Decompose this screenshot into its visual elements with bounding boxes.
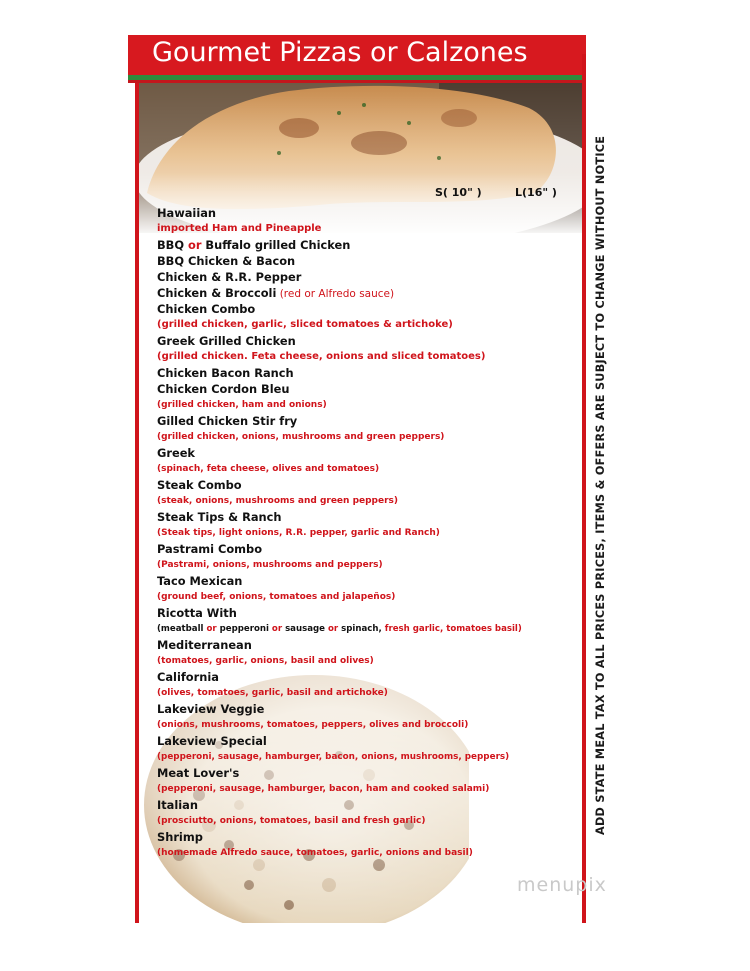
item-name-chicken-combo: Chicken Combo [157, 302, 256, 316]
bbq-part: BBQ [157, 238, 189, 252]
item-desc-steak-tips: (Steak tips, light onions, R.R. pepper, garlic and Ranch) [157, 528, 440, 538]
buffalo-part: Buffalo grilled Chicken [201, 238, 351, 252]
item-desc-california: (olives, tomatoes, garlic, basil and artichoke) [157, 688, 388, 698]
item-name-broccoli [157, 285, 577, 301]
item-name-california: California [157, 670, 219, 684]
item-name-greek-grilled: Greek Grilled Chicken [157, 334, 296, 348]
item-name-bacon-ranch: Chicken Bacon Ranch [157, 366, 294, 380]
item-name-bbq-bacon: BBQ Chicken & Bacon [157, 254, 296, 268]
item-name-taco: Taco Mexican [157, 574, 243, 588]
item-desc-steak-combo: (steak, onions, mushrooms and green peppers) [157, 496, 399, 506]
watermark-logo: menupix [517, 874, 607, 896]
item-name-rr-pepper: Chicken & R.R. Pepper [157, 270, 302, 284]
right-red-border [582, 54, 586, 923]
item-desc-stir-fry: (grilled chicken, onions, mushrooms and green peppers) [157, 432, 445, 442]
price-disclaimer: ADD STATE MEAL TAX TO ALL PRICES PRICES, ITEMS & OFFERS ARE SUBJECT TO CHANGE WITHOUT NOTICE [594, 135, 607, 835]
ricotta-spinach: spinach, [338, 624, 385, 634]
page-title: Gourmet Pizzas or Calzones [152, 37, 528, 68]
item-desc-mediterranean: (tomatoes, garlic, onions, basil and olives) [157, 656, 374, 666]
item-name-mediterranean: Mediterranean [157, 638, 252, 652]
item-desc-ricotta [157, 621, 577, 637]
item-name-hawaiian: Hawaiian [157, 206, 217, 220]
ricotta-extras: fresh garlic, tomatoes basil) [384, 624, 522, 634]
item-name-cordon-bleu: Chicken Cordon Bleu [157, 382, 290, 396]
title-banner [128, 35, 586, 75]
item-name-shrimp: Shrimp [157, 830, 203, 844]
or-word: or [328, 624, 339, 634]
or-word: or [271, 624, 283, 634]
item-desc-hawaiian: imported Ham and Pineapple [157, 223, 322, 234]
item-name-meat-lovers: Meat Lover's [157, 766, 240, 780]
or-word: or [206, 624, 217, 634]
item-name-greek: Greek [157, 446, 195, 460]
size-large-header: L(16" ) [515, 186, 557, 199]
left-red-border [135, 83, 139, 923]
item-desc-taco: (ground beef, onions, tomatoes and jalapeños) [157, 592, 396, 602]
item-name-pastrami: Pastrami Combo [157, 542, 263, 556]
ricotta-pepperoni: pepperoni [216, 624, 272, 634]
item-name-lakeview-special: Lakeview Special [157, 734, 267, 748]
broccoli-name: Chicken & Broccoli [157, 286, 277, 300]
item-desc-greek: (spinach, feta cheese, olives and tomatoes) [157, 464, 380, 474]
item-desc-pastrami: (Pastrami, onions, mushrooms and peppers) [157, 560, 383, 570]
item-desc-lakeview-special: (pepperoni, sausage, hamburger, bacon, onions, mushrooms, peppers) [157, 752, 510, 762]
item-desc-shrimp: (homemade Alfredo sauce, tomatoes, garlic, onions and basil) [157, 848, 473, 858]
item-desc-greek-grilled: (grilled chicken. Feta cheese, onions and sliced tomatoes) [157, 351, 486, 362]
item-name-steak-tips: Steak Tips & Ranch [157, 510, 282, 524]
broccoli-note: (red or Alfredo sauce) [276, 288, 395, 300]
or-word: or [188, 238, 202, 252]
item-desc-chicken-combo: (grilled chicken, garlic, sliced tomatoes & artichoke) [157, 319, 453, 330]
item-name-ricotta: Ricotta With [157, 606, 237, 620]
item-name-italian: Italian [157, 798, 198, 812]
item-desc-italian: (prosciutto, onions, tomatoes, basil and fresh garlic) [157, 816, 426, 826]
item-desc-meat-lovers: (pepperoni, sausage, hamburger, bacon, ham and cooked salami) [157, 784, 490, 794]
menu-list [157, 205, 577, 861]
item-name-stir-fry: Gilled Chicken Stir fry [157, 414, 298, 428]
item-desc-cordon-bleu: (grilled chicken, ham and onions) [157, 400, 327, 410]
item-desc-lakeview-veggie: (onions, mushrooms, tomatoes, peppers, olives and broccoli) [157, 720, 469, 730]
ricotta-meatball: (meatball [157, 624, 207, 634]
item-name-steak-combo: Steak Combo [157, 478, 242, 492]
ricotta-sausage: sausage [282, 624, 328, 634]
item-name-bbq-buffalo [157, 237, 577, 253]
item-name-lakeview-veggie: Lakeview Veggie [157, 702, 265, 716]
size-small-header: S( 10" ) [435, 186, 482, 199]
